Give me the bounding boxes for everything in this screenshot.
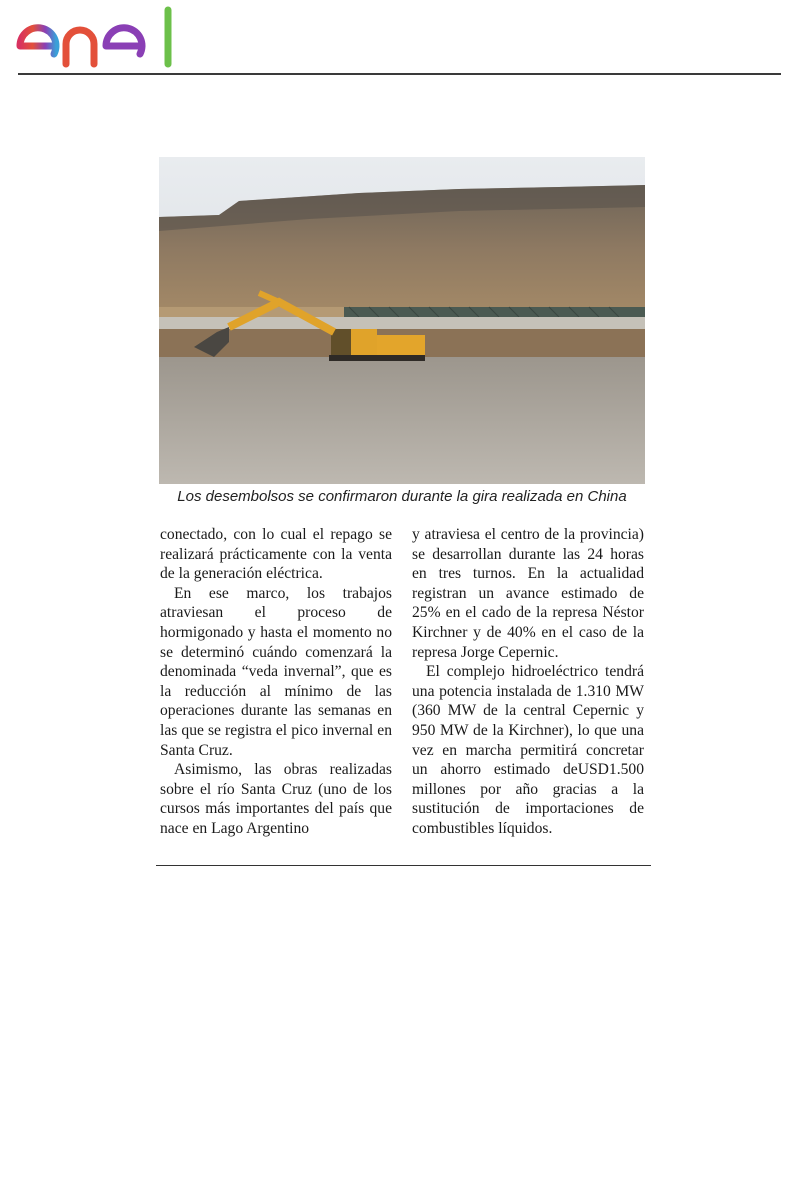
- header-rule: [18, 73, 781, 75]
- footer-rule: [156, 865, 651, 866]
- paragraph: El complejo hidroeléctrico tendrá una potencia instalada de 1.310 MW (360 MW de la central Cepernic y 950 MW de la Kirchner), lo que una vez en marcha permitirá concretar un ahorro estimado deUSD1.500 millones por año gracias a la sustitución de importaciones de combustibles líquidos.: [412, 663, 644, 837]
- enel-logo: [16, 4, 186, 70]
- paragraph: conectado, con lo cual el repago se realizará prácticamente con la venta de la generación eléctrica.: [160, 526, 392, 583]
- article-photo: [159, 157, 645, 484]
- paragraph: En ese marco, los trabajos atraviesan el proceso de hormigonado y hasta el momento no se determinó cuándo comenzará la denominada “veda invernal”, que es la reducción al mínimo de las operaciones durante las semanas en las que se registra el pico invernal en Santa Cruz.: [160, 584, 392, 759]
- paragraph: y atraviesa el centro de la provincia) se desarrollan durante las 24 horas en tres turnos. En la actualidad registran un avance estimado de 25% en el cado de la represa Néstor Kirchner y de 40% en el caso de la represa Jorge Cepernic.: [412, 526, 644, 661]
- paragraph: Asimismo, las obras realizadas sobre el río Santa Cruz (uno de los cursos más importantes del país que nace en Lago Argentino: [160, 761, 392, 837]
- article-column-left: [160, 525, 392, 839]
- excavator-photo-icon: [159, 157, 645, 484]
- article-column-right: [412, 525, 644, 839]
- photo-caption: Los desembolsos se confirmaron durante la gira realizada en China: [177, 488, 627, 505]
